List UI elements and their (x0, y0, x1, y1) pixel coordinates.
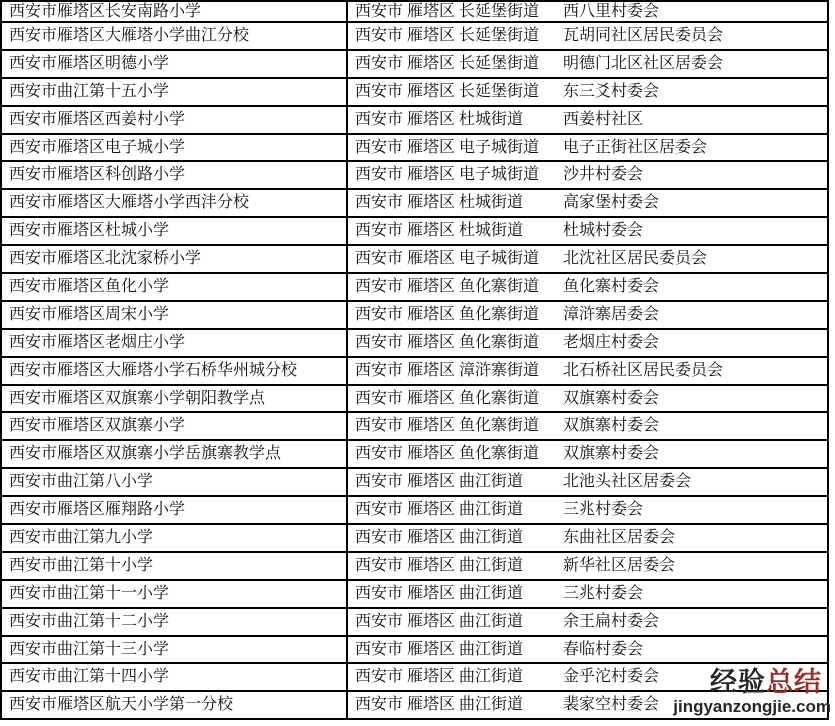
school-name-cell: 西安市曲江第八小学 (2, 469, 348, 495)
table-row (2, 190, 827, 218)
region-cell: 西安市 雁塔区 长延堡街道 (355, 82, 540, 100)
table-row (2, 553, 827, 581)
region-cell: 西安市 雁塔区 鱼化寨街道 (355, 277, 540, 295)
region-cell: 西安市 雁塔区 鱼化寨街道 (355, 389, 540, 407)
school-name-cell: 西安市曲江第十一小学 (2, 581, 348, 607)
school-name-cell: 西安市曲江第十四小学 (2, 664, 348, 690)
committee-cell: 漳浒寨居委会 (563, 305, 660, 323)
school-name-cell: 西安市雁塔区雁翔路小学 (2, 497, 348, 523)
table-row (2, 525, 827, 553)
committee-cell: 裴家空村委会 (563, 696, 660, 714)
table-row (2, 609, 827, 637)
table-row (2, 581, 827, 609)
region-cell: 西安市 雁塔区 鱼化寨街道 (355, 445, 540, 463)
table-row (2, 51, 827, 79)
region-cell: 西安市 雁塔区 曲江街道 (355, 556, 524, 574)
region-cell: 西安市 雁塔区 鱼化寨街道 (355, 417, 540, 435)
school-name-cell: 西安市雁塔区航天小学第一分校 (2, 692, 348, 718)
school-name-cell: 西安市雁塔区长安南路小学 (2, 2, 348, 21)
committee-cell: 双旗寨村委会 (563, 417, 660, 435)
region-cell: 西安市 雁塔区 曲江街道 (355, 668, 524, 686)
school-name-cell: 西安市雁塔区北沈家桥小学 (2, 246, 348, 272)
watermark-brand-dark: 经验 (710, 667, 766, 697)
table-row (2, 386, 827, 414)
committee-cell: 双旗寨村委会 (563, 389, 660, 407)
region-cell: 西安市 雁塔区 曲江街道 (355, 584, 524, 602)
region-cell: 西安市 雁塔区 曲江街道 (355, 696, 524, 714)
committee-cell: 北石桥社区居民委员会 (563, 361, 724, 379)
region-cell: 西安市 雁塔区 长延堡街道 (355, 2, 540, 20)
school-name-cell: 西安市雁塔区电子城小学 (2, 135, 348, 161)
school-name-cell: 西安市雁塔区双旗寨小学朝阳教学点 (2, 386, 348, 412)
region-cell: 西安市 雁塔区 杜城街道 (355, 110, 524, 128)
committee-cell: 高家堡村委会 (563, 194, 660, 212)
table-row (2, 637, 827, 665)
region-cell: 西安市 雁塔区 长延堡街道 (355, 26, 540, 44)
table-row (2, 2, 827, 23)
table-row (2, 107, 827, 135)
committee-cell: 老烟庄村委会 (563, 333, 660, 351)
table-row (2, 692, 827, 720)
committee-cell: 新华社区居委会 (563, 556, 676, 574)
table-row (2, 413, 827, 441)
watermark-brand-red: 总结 (766, 667, 822, 697)
school-name-cell: 西安市雁塔区鱼化小学 (2, 274, 348, 300)
school-name-cell: 西安市曲江第十三小学 (2, 637, 348, 663)
table-row (2, 135, 827, 163)
school-name-cell: 西安市雁塔区双旗寨小学 (2, 413, 348, 439)
committee-cell: 东曲社区居委会 (563, 528, 676, 546)
region-cell: 西安市 雁塔区 电子城街道 (355, 138, 540, 156)
watermark-domain: jingyanzongjie.com (673, 697, 831, 716)
committee-cell: 杜城村委会 (563, 222, 644, 240)
table-row (2, 274, 827, 302)
committee-cell: 金乎沱村委会 (563, 668, 660, 686)
region-cell: 西安市 雁塔区 曲江街道 (355, 528, 524, 546)
region-cell: 西安市 雁塔区 杜城街道 (355, 194, 524, 212)
school-name-cell: 西安市曲江第十二小学 (2, 609, 348, 635)
table-row (2, 469, 827, 497)
region-cell: 西安市 雁塔区 电子城街道 (355, 166, 540, 184)
committee-cell: 三兆村委会 (563, 501, 644, 519)
region-cell: 西安市 雁塔区 漳浒寨街道 (355, 361, 540, 379)
committee-cell: 明德门北区社区居委会 (563, 54, 724, 72)
committee-cell: 余王扁村委会 (563, 612, 660, 630)
region-cell: 西安市 雁塔区 鱼化寨街道 (355, 333, 540, 351)
table-row (2, 246, 827, 274)
table-row (2, 79, 827, 107)
region-cell: 西安市 雁塔区 杜城街道 (355, 222, 524, 240)
table-row (2, 330, 827, 358)
region-cell: 西安市 雁塔区 曲江街道 (355, 473, 524, 491)
committee-cell: 瓦胡同社区居民委员会 (563, 26, 724, 44)
school-name-cell: 西安市曲江第九小学 (2, 525, 348, 551)
table-row (2, 358, 827, 386)
table-row (2, 162, 827, 190)
committee-cell: 东三爻村委会 (563, 82, 660, 100)
school-name-cell: 西安市雁塔区西姜村小学 (2, 107, 348, 133)
committee-cell: 三兆村委会 (563, 584, 644, 602)
table-row (2, 302, 827, 330)
school-name-cell: 西安市雁塔区双旗寨小学岳旗寨教学点 (2, 441, 348, 467)
region-cell: 西安市 雁塔区 鱼化寨街道 (355, 305, 540, 323)
committee-cell: 西姜村社区 (563, 110, 644, 128)
school-name-cell: 西安市雁塔区明德小学 (2, 51, 348, 77)
school-name-cell: 西安市雁塔区大雁塔小学西沣分校 (2, 190, 348, 216)
region-cell: 西安市 雁塔区 曲江街道 (355, 501, 524, 519)
school-name-cell: 西安市雁塔区大雁塔小学曲江分校 (2, 23, 348, 49)
school-name-cell: 西安市雁塔区大雁塔小学石桥华州城分校 (2, 358, 348, 384)
table-row (2, 23, 827, 51)
committee-cell: 春临村委会 (563, 640, 644, 658)
school-name-cell: 西安市雁塔区周宋小学 (2, 302, 348, 328)
school-name-cell: 西安市雁塔区科创路小学 (2, 162, 348, 188)
school-name-cell: 西安市曲江第十小学 (2, 553, 348, 579)
region-cell: 西安市 雁塔区 曲江街道 (355, 640, 524, 658)
school-name-cell: 西安市曲江第十五小学 (2, 79, 348, 105)
committee-cell: 沙井村委会 (563, 166, 644, 184)
region-cell: 西安市 雁塔区 曲江街道 (355, 612, 524, 630)
table-row (2, 218, 827, 246)
committee-cell: 电子正街社区居委会 (563, 138, 708, 156)
committee-cell: 双旗寨村委会 (563, 445, 660, 463)
school-name-cell: 西安市雁塔区老烟庄小学 (2, 330, 348, 356)
committee-cell: 北沈社区居民委员会 (563, 250, 708, 268)
region-cell: 西安市 雁塔区 电子城街道 (355, 250, 540, 268)
committee-cell: 西八里村委会 (563, 2, 660, 20)
region-cell: 西安市 雁塔区 长延堡街道 (355, 54, 540, 72)
committee-cell: 鱼化寨村委会 (563, 277, 660, 295)
school-name-cell: 西安市雁塔区杜城小学 (2, 218, 348, 244)
table-row (2, 497, 827, 525)
table-row (2, 441, 827, 469)
table-row (2, 664, 827, 692)
committee-cell: 北池头社区居委会 (563, 473, 692, 491)
